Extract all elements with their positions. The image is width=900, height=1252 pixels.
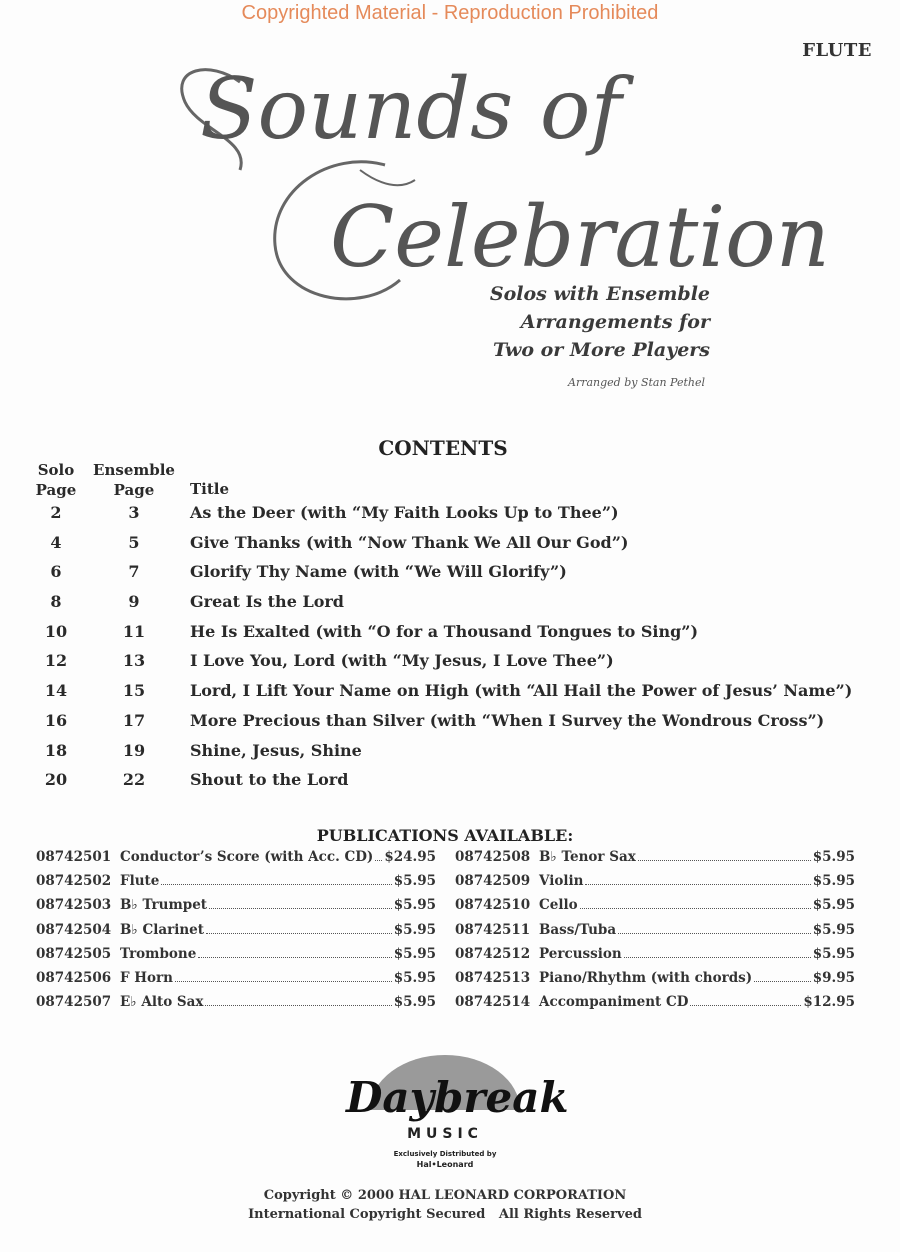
column-header-text: Solo	[37, 461, 75, 479]
solo-page: 14	[44, 681, 68, 701]
dot-leader	[638, 859, 811, 861]
title-line-1: Sounds of	[200, 60, 622, 158]
item-price: $5.95	[812, 897, 855, 914]
daybreak-music-logo	[340, 1050, 569, 1175]
publisher-name: Daybreak	[346, 1073, 569, 1122]
table-row	[0, 530, 900, 560]
dot-leader	[624, 956, 811, 958]
subtitle-line: Solos with Ensemble	[489, 283, 710, 305]
item-price: $5.95	[393, 873, 436, 890]
subtitle-line: Arrangements for	[520, 311, 710, 333]
list-item	[36, 946, 436, 970]
dot-leader	[585, 883, 810, 885]
copyright-line: Copyright © 2000 HAL LEONARD CORPORATION	[263, 1188, 627, 1203]
item-description: E♭ Alto Sax	[120, 994, 204, 1011]
list-item	[455, 994, 855, 1018]
item-price: $5.95	[393, 945, 436, 962]
item-price: $5.95	[393, 969, 436, 986]
item-description: Violin	[539, 873, 584, 890]
solo-page: 4	[50, 532, 62, 552]
item-price: $5.95	[812, 849, 855, 865]
song-title: Lord, I Lift Your Name on High (with “All Hail the Power of Jesus’ Name”)	[190, 681, 853, 701]
publisher-sub: MUSIC	[407, 1126, 483, 1142]
dot-leader	[175, 980, 392, 982]
item-number: 08742502	[36, 873, 112, 890]
table-row	[0, 500, 900, 530]
table-row	[0, 678, 900, 708]
table-row	[0, 767, 900, 797]
distributor-line: Exclusively Distributed by	[393, 1150, 497, 1158]
item-number: 08742508	[455, 849, 531, 865]
solo-page: 10	[44, 621, 68, 641]
list-item	[36, 897, 436, 921]
dot-leader	[754, 980, 811, 982]
dot-leader	[375, 859, 382, 861]
ensemble-page: 15	[122, 681, 146, 701]
list-item	[455, 922, 855, 946]
item-number: 08742514	[455, 994, 531, 1011]
list-item	[455, 970, 855, 994]
solo-page: 16	[44, 710, 68, 730]
dot-leader	[209, 907, 392, 909]
ensemble-page: 13	[122, 651, 146, 671]
song-title: He Is Exalted (with “O for a Thousand Tongues to Sing”)	[190, 621, 699, 641]
solo-page: 6	[50, 562, 62, 582]
solo-page: 12	[44, 651, 68, 671]
list-item	[36, 849, 436, 873]
item-number: 08742511	[455, 921, 531, 938]
solo-page: 20	[44, 770, 68, 790]
item-price: $12.95	[803, 994, 855, 1011]
watermark-text: Copyrighted Material - Reproduction Prohibited	[241, 2, 659, 24]
song-title: Shine, Jesus, Shine	[190, 740, 362, 760]
column-header-text: Page	[35, 481, 77, 499]
ensemble-page: 22	[122, 770, 146, 790]
list-item	[455, 946, 855, 970]
list-item	[36, 922, 436, 946]
list-item	[455, 897, 855, 921]
publications-list-left	[36, 849, 436, 1018]
item-price: $5.95	[393, 897, 436, 914]
publications-list-right	[455, 849, 855, 1018]
ensemble-page: 9	[128, 592, 140, 612]
ensemble-page: 11	[122, 621, 146, 641]
part-label: FLUTE	[802, 40, 872, 61]
column-header-text: Page	[113, 481, 155, 499]
copyright-line: International Copyright Secured All Rights Reserved	[248, 1207, 642, 1222]
column-header-text: Ensemble	[93, 461, 175, 479]
ensemble-page: 17	[122, 710, 146, 730]
song-title: Great Is the Lord	[190, 592, 344, 612]
dot-leader	[206, 932, 392, 934]
item-description: B♭ Trumpet	[120, 897, 208, 914]
dot-leader	[690, 1004, 801, 1006]
item-number: 08742509	[455, 873, 531, 890]
song-title: I Love You, Lord (with “My Jesus, I Love Thee”)	[190, 651, 614, 671]
song-title: Give Thanks (with “Now Thank We All Our God”)	[190, 532, 629, 552]
solo-page: 2	[50, 503, 62, 522]
song-title: More Precious than Silver (with “When I Survey the Wondrous Cross”)	[190, 710, 825, 730]
item-number: 08742505	[36, 945, 112, 962]
item-number: 08742512	[455, 945, 531, 962]
copyright-notice	[0, 1186, 890, 1224]
song-title: Shout to the Lord	[190, 770, 349, 790]
table-row	[0, 589, 900, 619]
item-description: Piano/Rhythm (with chords)	[539, 969, 753, 986]
item-description: Trombone	[120, 945, 197, 962]
distributor-name: Hal•Leonard	[416, 1160, 474, 1169]
table-row	[0, 708, 900, 738]
ensemble-page: 19	[122, 740, 146, 760]
item-price: $9.95	[812, 969, 855, 986]
item-description: F Horn	[120, 969, 173, 986]
song-title: Glorify Thy Name (with “We Will Glorify”)	[190, 562, 567, 582]
dot-leader	[161, 883, 391, 885]
item-number: 08742506	[36, 969, 112, 986]
publications-heading: PUBLICATIONS AVAILABLE:	[316, 826, 574, 845]
item-number: 08742501	[36, 849, 112, 865]
item-description: Cello	[539, 897, 578, 914]
title-line-2: Celebration	[330, 188, 830, 286]
dot-leader	[580, 907, 811, 909]
item-description: Flute	[120, 873, 160, 890]
item-number: 08742510	[455, 897, 531, 914]
solo-page: 18	[44, 740, 68, 760]
arranger-credit: Arranged by Stan Pethel	[568, 376, 705, 389]
list-item	[36, 994, 436, 1018]
list-item	[36, 873, 436, 897]
column-header-title: Title	[190, 480, 230, 498]
dot-leader	[205, 1004, 391, 1006]
item-price: $5.95	[812, 945, 855, 962]
contents-heading: CONTENTS	[378, 436, 508, 460]
song-title: As the Deer (with “My Faith Looks Up to Thee”)	[190, 503, 619, 522]
item-price: $5.95	[393, 921, 436, 938]
column-header-solo-page	[28, 460, 84, 500]
item-number: 08742513	[455, 969, 531, 986]
item-description: Percussion	[539, 945, 622, 962]
column-header-ensemble-page	[88, 460, 180, 500]
dot-leader	[618, 932, 811, 934]
item-description: B♭ Tenor Sax	[539, 849, 636, 865]
item-number: 08742503	[36, 897, 112, 914]
table-row	[0, 559, 900, 589]
dot-leader	[198, 956, 391, 958]
list-item	[455, 849, 855, 873]
ensemble-page: 3	[128, 503, 140, 522]
item-number: 08742507	[36, 994, 112, 1011]
item-number: 08742504	[36, 921, 112, 938]
ensemble-page: 7	[128, 562, 140, 582]
item-price: $5.95	[812, 873, 855, 890]
contents-table	[0, 500, 900, 797]
item-description: B♭ Clarinet	[120, 921, 204, 938]
item-description: Bass/Tuba	[539, 921, 617, 938]
item-price: $5.95	[393, 994, 436, 1011]
table-row	[0, 619, 900, 649]
item-price: $24.95	[384, 849, 436, 865]
list-item	[455, 873, 855, 897]
list-item	[36, 970, 436, 994]
subtitle	[420, 280, 710, 364]
solo-page: 8	[50, 592, 62, 612]
item-description: Conductor’s Score (with Acc. CD)	[120, 849, 374, 865]
item-description: Accompaniment CD	[539, 994, 689, 1011]
item-price: $5.95	[812, 921, 855, 938]
table-row	[0, 648, 900, 678]
table-row	[0, 738, 900, 768]
ensemble-page: 5	[128, 532, 140, 552]
subtitle-line: Two or More Players	[492, 339, 710, 361]
